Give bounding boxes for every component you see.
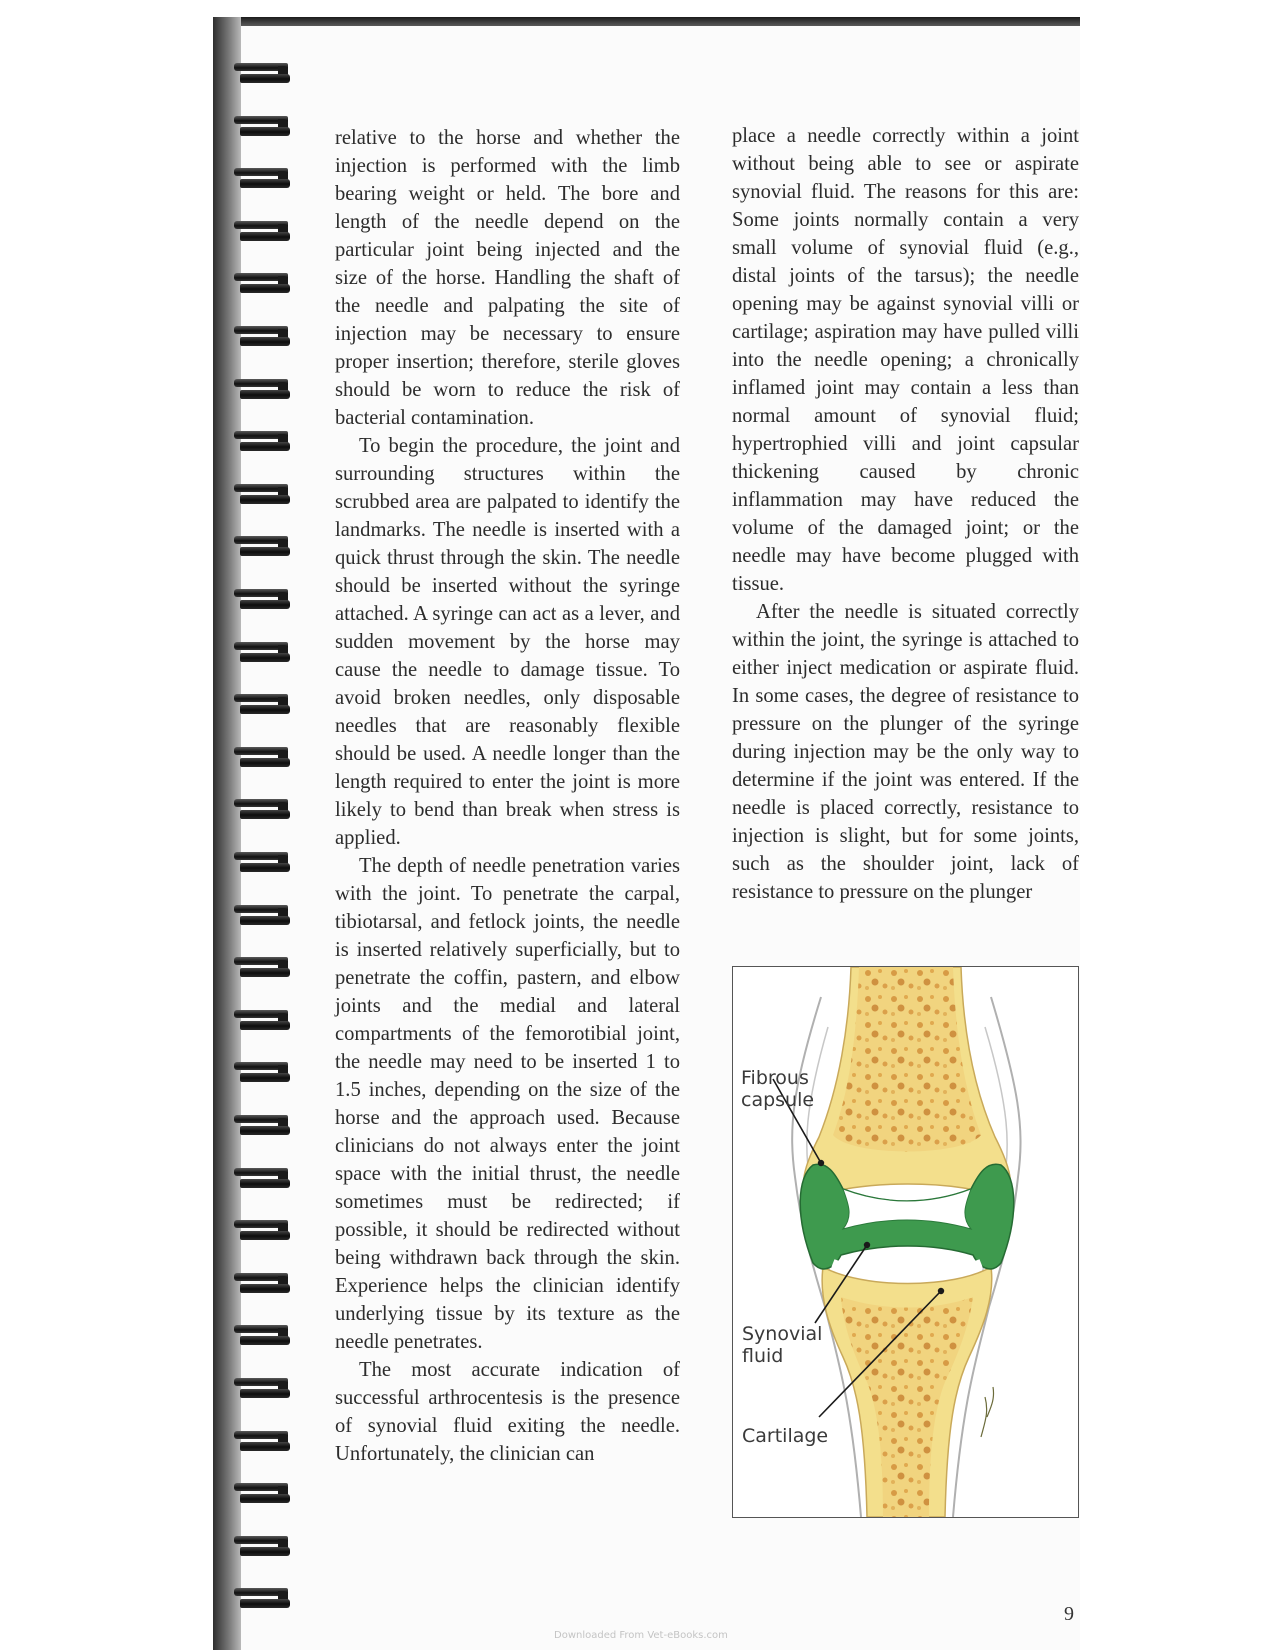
page-number: 9 [1064,1603,1074,1625]
binding-coil [234,902,290,930]
binding-coil [234,1165,290,1193]
footer-watermark: Downloaded From Vet-eBooks.com [554,1630,728,1641]
binding-coil [234,1480,290,1508]
fibrous-capsule-label: Fibrous capsule [741,1067,815,1111]
binding-coil [234,586,290,614]
binding-coil [234,796,290,824]
joint-illustration [732,966,1079,1518]
binding-coil [234,428,290,456]
binding-coil [234,481,290,509]
right-text-column [732,122,1079,906]
binding-coil [234,323,290,351]
paragraph: The depth of needle penetration varies with the joint. To penetrate the carpal, tibiotarsal, and fetlock joints, the needle is inserted relatively superficially, but to penetrate the coffin, pastern, and elbow joints and the medial and lateral compartments of the femorotibial joint, the needle may need to be inserted 1 to 1.5 inches, depending on the size of the horse and the approach used. Because clinicians do not always enter the joint space with the initial thrust, the needle sometimes must be redirected; if possible, it should be redirected without being withdrawn back through the skin. Experience helps the clinician identify underlying tissue by its texture as the needle penetrates. [335,855,680,1353]
binding-coil [234,1217,290,1245]
binding-coil [234,1270,290,1298]
binding-coil [234,1585,290,1613]
binding-coil [234,533,290,561]
binding-coil [234,1112,290,1140]
binding-coil [234,165,290,193]
binding-coil [234,1007,290,1035]
left-text-column [335,124,680,1468]
binding-coil [234,639,290,667]
binding-coil [234,954,290,982]
synovial-fluid-label: Synovial fluid [742,1323,823,1367]
paragraph: relative to the horse and whether the injection is performed with the limb bearing weight or held. The bore and length of the needle depend on the particular joint being injected and the size of the horse. Handling the shaft of the needle and palpating the site of injection may be necessary to ensure proper insertion; therefore, sterile gloves should be worn to reduce the risk of bacterial contamination. [335,127,680,429]
binding-coil [234,218,290,246]
binding-coil [234,1059,290,1087]
binding-coil [234,1428,290,1456]
binding-coil [234,60,290,88]
paragraph: To begin the procedure, the joint and surrounding structures within the scrubbed area are palpated to identify the landmarks. The needle is inserted with a quick thrust through the skin. The needle should be inserted without the syringe attached. A syringe can act as a lever, and sudden movement by the horse may cause the needle to damage tissue. To avoid broken needles, only disposable needles that are reasonably flexible should be used. A needle longer than the length required to enter the joint is more likely to bend than break when stress is applied. [335,435,680,849]
binding-coil [234,744,290,772]
binding-coil [234,113,290,141]
cartilage-label: Cartilage [742,1425,829,1447]
binding-coil [234,376,290,404]
binding-coil [234,849,290,877]
binding-coil [234,270,290,298]
paragraph: The most accurate indication of successful arthrocentesis is the presence of synovial fluid exiting the needle. Unfortunately, the clinician can [335,1359,680,1465]
binding-coil [234,691,290,719]
page-top-edge [213,17,1080,26]
binding-coil [234,1533,290,1561]
spiral-binding [234,60,294,1650]
paragraph: After the needle is situated correctly within the joint, the syringe is attached to either inject medication or aspirate fluid. In some cases, the degree of resistance to pressure on the plunger of the syringe during injection may be the only way to determine if the joint was entered. If the needle is placed correctly, resistance to injection is slight, but for some joints, such as the shoulder joint, lack of resistance to pressure on the plunger [732,601,1079,903]
binding-coil [234,1322,290,1350]
paragraph: place a needle correctly within a joint without being able to see or aspirate synovial fluid. The reasons for this are: Some joints normally contain a very small volume of synovial fluid (e.g., distal joints of the tarsus); the needle opening may be against synovial villi or cartilage; aspiration may have pulled villi into the needle opening; a chronically inflamed joint may contain a less than normal amount of synovial fluid; hypertrophied villi and joint capsular thickening caused by chronic inflammation may have reduced the volume of the damaged joint; or the needle may have become plugged with tissue. [732,125,1079,595]
binding-coil [234,1375,290,1403]
